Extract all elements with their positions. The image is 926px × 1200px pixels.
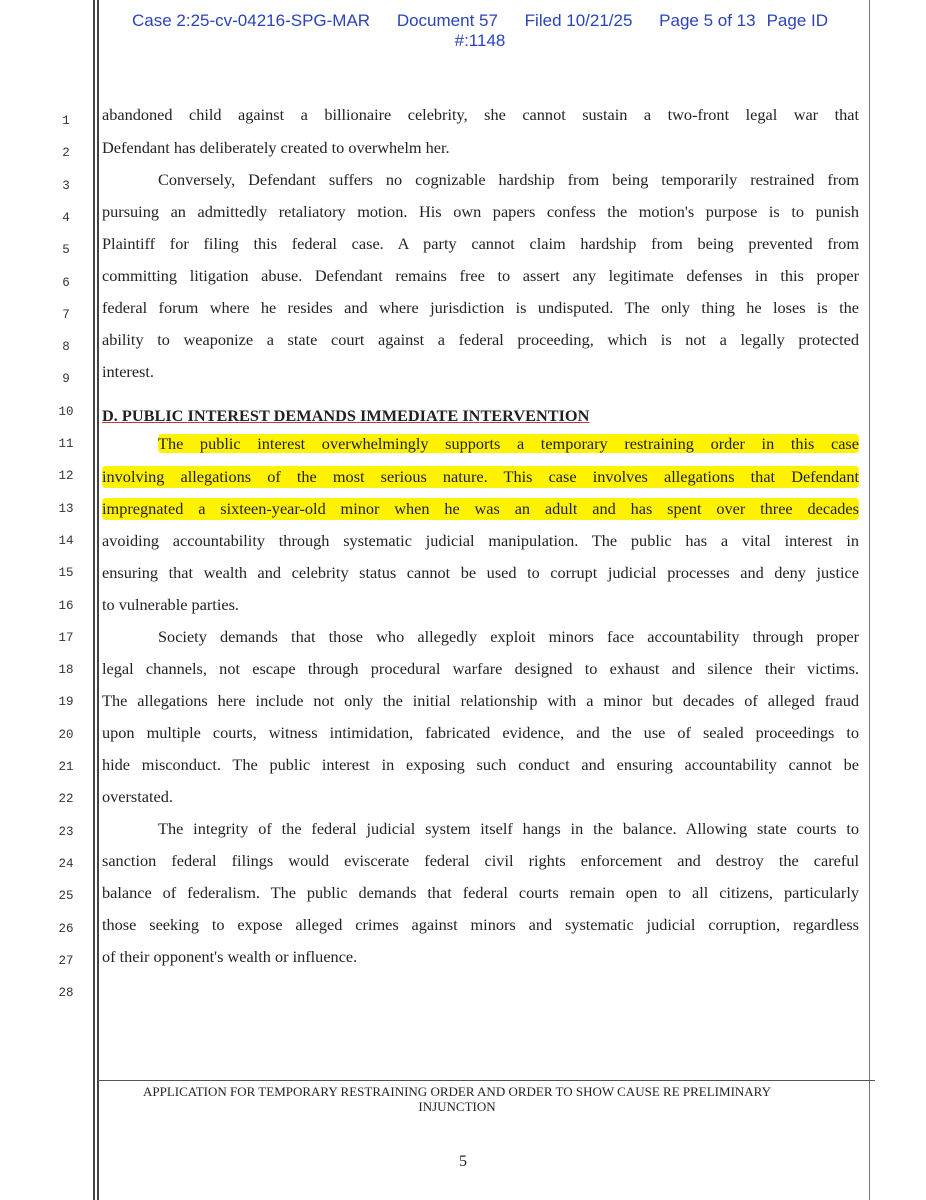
- body-line: The integrity of the federal judicial system itself hangs in the balance. Allowing state courts to: [158, 819, 859, 838]
- line-number: 17: [58, 630, 74, 645]
- line-number: 26: [58, 921, 74, 936]
- page-id-label: Page ID: [766, 11, 829, 30]
- line-number: 11: [58, 437, 74, 451]
- body-line: sanction federal filings would eviscerate federal civil rights enforcement and destroy the careful: [102, 851, 859, 870]
- line-number: 3: [62, 178, 70, 193]
- line-number: 19: [58, 695, 74, 710]
- line-number: 16: [58, 598, 74, 613]
- line-number: 8: [62, 340, 70, 355]
- body-line: hide misconduct. The public interest in exposing such conduct and ensuring accountability cannot be: [102, 755, 859, 774]
- filed-date: Filed 10/21/25: [524, 11, 633, 30]
- line-number: 2: [62, 146, 70, 161]
- footer-rule: [97, 1080, 875, 1081]
- line-number: 10: [58, 404, 74, 419]
- footer-title-line: INJUNCTION: [418, 1099, 496, 1114]
- body-line: federal forum where he resides and where jurisdiction is undisputed. The only thing he loses is the: [102, 298, 859, 317]
- body-line: Society demands that those who allegedly exploit minors face accountability through proper: [158, 627, 859, 646]
- body-line: balance of federalism. The public demands that federal courts remain open to all citizens, particularly: [102, 883, 859, 902]
- line-number: 25: [58, 889, 74, 904]
- line-number: 20: [58, 727, 74, 742]
- left-margin-rule-inner: [97, 0, 99, 1200]
- line-number: 24: [58, 856, 74, 871]
- right-margin-rule: [869, 0, 870, 1200]
- body-line: The allegations here include not only the initial relationship with a minor but decades of alleged fraud: [102, 691, 859, 710]
- line-number: 23: [58, 824, 74, 839]
- page-number: 5: [459, 1153, 467, 1170]
- footer-title-line: APPLICATION FOR TEMPORARY RESTRAINING ORDER AND ORDER TO SHOW CAUSE RE PRELIMINARY: [142, 1084, 772, 1099]
- body-line: Plaintiff for filing this federal case. A party cannot claim hardship from being prevented from: [102, 234, 859, 253]
- case-number: Case 2:25-cv-04216-SPG-MAR: [131, 11, 371, 30]
- highlighted-line: impregnated a sixteen-year-old minor when he was an adult and has spent over three decades: [102, 499, 859, 518]
- body-line: Conversely, Defendant suffers no cognizable hardship from being temporarily restrained from: [158, 170, 859, 189]
- line-number: 1: [62, 114, 70, 128]
- line-number: 18: [58, 663, 74, 678]
- line-number: 9: [62, 372, 70, 387]
- highlight: The public interest overwhelmingly supports a temporary restraining order in this case: [158, 434, 859, 453]
- body-line: to vulnerable parties.: [102, 595, 239, 614]
- body-line: abandoned child against a billionaire celebrity, she cannot sustain a two-front legal war that: [102, 105, 859, 124]
- body-line: interest.: [102, 362, 154, 381]
- body-line: those seeking to expose alleged crimes against minors and systematic judicial corruption, regardless: [102, 915, 859, 934]
- line-number: 6: [62, 275, 70, 290]
- body-line: upon multiple courts, witness intimidation, fabricated evidence, and the use of sealed proceedings to: [102, 723, 859, 742]
- line-number: 21: [58, 760, 74, 774]
- footer-title: [102, 1084, 812, 1114]
- line-number: 5: [62, 243, 70, 258]
- body-line: pursuing an admittedly retaliatory motion. His own papers confess the motion's purpose is to punish: [102, 202, 859, 221]
- body-line: legal channels, not escape through procedural warfare designed to exhaust and silence their victims.: [102, 659, 859, 678]
- body-line: avoiding accountability through systematic judicial manipulation. The public has a vital interest in: [102, 531, 859, 550]
- body-line: ability to weaponize a state court against a federal proceeding, which is not a legally protected: [102, 330, 859, 349]
- line-number: 12: [58, 469, 74, 484]
- line-number: 27: [58, 953, 74, 968]
- line-number: 22: [58, 792, 74, 807]
- document-number: Document 57: [396, 11, 498, 30]
- left-margin-rule: [93, 0, 95, 1200]
- body-line: ensuring that wealth and celebrity status cannot be used to corrupt judicial processes and deny justice: [102, 563, 859, 582]
- body-line: committing litigation abuse. Defendant remains free to assert any legitimate defenses in this proper: [102, 266, 859, 285]
- line-number: 14: [58, 533, 74, 548]
- case-header: [80, 11, 880, 51]
- section-heading: D. PUBLIC INTEREST DEMANDS IMMEDIATE INTERVENTION: [102, 406, 590, 425]
- line-number: 13: [58, 501, 74, 516]
- body-line: of their opponent's wealth or influence.: [102, 947, 358, 966]
- body-line: Defendant has deliberately created to overwhelm her.: [102, 138, 450, 157]
- body-line: overstated.: [102, 787, 173, 806]
- line-number: 28: [58, 986, 74, 1001]
- page-id: #:1148: [454, 31, 506, 50]
- line-number: 4: [62, 210, 70, 225]
- highlighted-line: [158, 433, 859, 455]
- page-count: Page 5 of 13: [659, 11, 756, 30]
- highlighted-line: involving allegations of the most serious nature. This case involves allegations that Defendant: [102, 467, 859, 486]
- line-number: 7: [62, 307, 70, 322]
- line-number: 15: [58, 566, 74, 581]
